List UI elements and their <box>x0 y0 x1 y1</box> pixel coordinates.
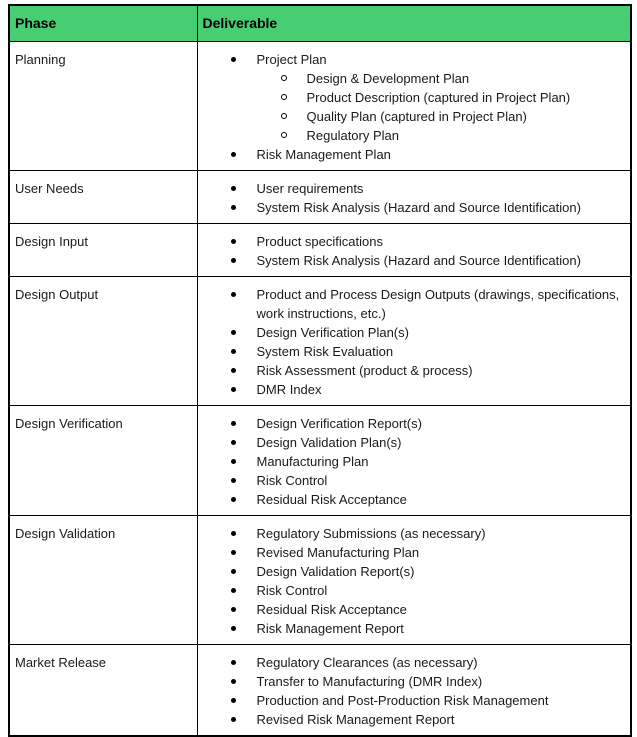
list-item <box>198 471 625 490</box>
deliverable-list <box>198 50 625 164</box>
filled-bullet-icon <box>231 258 236 263</box>
deliverable-cell <box>197 41 631 170</box>
hollow-bullet-icon <box>281 94 287 100</box>
list-item-text: Product specifications <box>256 233 383 249</box>
list-item <box>198 69 625 88</box>
list-item <box>198 179 625 198</box>
deliverable-cell <box>197 170 631 223</box>
deliverable-cell <box>197 405 631 515</box>
list-item-text: User requirements <box>256 180 364 196</box>
filled-bullet-icon <box>231 626 236 631</box>
filled-bullet-icon <box>231 679 236 684</box>
filled-bullet-icon <box>231 186 236 191</box>
list-item-text: Design Validation Plan(s) <box>256 434 402 450</box>
list-item-text: Regulatory Plan <box>306 127 399 143</box>
list-item <box>198 543 625 562</box>
list-item <box>198 50 625 69</box>
filled-bullet-icon <box>231 205 236 210</box>
list-item-text: Risk Management Report <box>256 620 404 636</box>
phase-cell: User Needs <box>9 170 197 223</box>
list-item <box>198 323 625 342</box>
table-row <box>9 276 631 405</box>
list-item-text: System Risk Analysis (Hazard and Source Identification) <box>256 252 581 268</box>
filled-bullet-icon <box>231 607 236 612</box>
deliverable-list <box>198 414 625 509</box>
list-item <box>198 414 625 433</box>
list-item <box>198 490 625 509</box>
filled-bullet-icon <box>231 239 236 244</box>
phase-cell: Design Validation <box>9 515 197 644</box>
list-item-text: System Risk Evaluation <box>256 343 394 359</box>
list-item <box>198 433 625 452</box>
filled-bullet-icon <box>231 440 236 445</box>
list-item <box>198 126 625 145</box>
list-item-text: Revised Risk Management Report <box>256 711 455 727</box>
list-item <box>198 672 625 691</box>
table-row <box>9 405 631 515</box>
list-item-text: System Risk Analysis (Hazard and Source Identification) <box>256 199 581 215</box>
filled-bullet-icon <box>231 550 236 555</box>
phase-cell: Market Release <box>9 644 197 736</box>
hollow-bullet-icon <box>281 75 287 81</box>
filled-bullet-icon <box>231 421 236 426</box>
list-item-text: DMR Index <box>256 381 322 397</box>
list-item <box>198 653 625 672</box>
list-item-text: Project Plan <box>256 51 327 67</box>
deliverable-cell <box>197 515 631 644</box>
header-phase: Phase <box>9 5 197 41</box>
table-row <box>9 41 631 170</box>
phase-cell: Design Output <box>9 276 197 405</box>
filled-bullet-icon <box>231 478 236 483</box>
list-item-text: Product Description (captured in Project Plan) <box>306 89 571 105</box>
phase-cell: Design Verification <box>9 405 197 515</box>
list-item <box>198 342 625 361</box>
filled-bullet-icon <box>231 588 236 593</box>
list-item-text: Residual Risk Acceptance <box>256 601 407 617</box>
deliverable-list <box>198 179 625 217</box>
list-item-text: Risk Control <box>256 472 328 488</box>
hollow-bullet-icon <box>281 113 287 119</box>
table-row <box>9 223 631 276</box>
list-item-text: Regulatory Clearances (as necessary) <box>256 654 478 670</box>
deliverable-list <box>198 285 625 399</box>
filled-bullet-icon <box>231 387 236 392</box>
deliverable-list <box>198 653 625 729</box>
list-item-text: Residual Risk Acceptance <box>256 491 407 507</box>
list-item-text: Product and Process Design Outputs (drawings, specifications, work instructions, etc.) <box>256 286 620 321</box>
phase-cell: Design Input <box>9 223 197 276</box>
list-item <box>198 251 625 270</box>
list-item-text: Design Verification Plan(s) <box>256 324 409 340</box>
table-body <box>9 41 631 736</box>
list-item-text: Quality Plan (captured in Project Plan) <box>306 108 527 124</box>
filled-bullet-icon <box>231 660 236 665</box>
filled-bullet-icon <box>231 152 236 157</box>
table-row <box>9 644 631 736</box>
list-item <box>198 232 625 251</box>
list-item <box>198 285 625 323</box>
list-item <box>198 524 625 543</box>
list-item-text: Manufacturing Plan <box>256 453 369 469</box>
phase-deliverable-table <box>8 4 632 737</box>
list-item <box>198 619 625 638</box>
list-item-text: Revised Manufacturing Plan <box>256 544 420 560</box>
table-row <box>9 170 631 223</box>
header-row <box>9 5 631 41</box>
list-item <box>198 361 625 380</box>
filled-bullet-icon <box>231 459 236 464</box>
list-item-text: Transfer to Manufacturing (DMR Index) <box>256 673 483 689</box>
filled-bullet-icon <box>231 698 236 703</box>
table-row <box>9 515 631 644</box>
deliverable-cell <box>197 276 631 405</box>
filled-bullet-icon <box>231 497 236 502</box>
list-item <box>198 562 625 581</box>
filled-bullet-icon <box>231 57 236 62</box>
list-item-text: Design Validation Report(s) <box>256 563 415 579</box>
list-item <box>198 88 625 107</box>
phase-cell: Planning <box>9 41 197 170</box>
list-item <box>198 198 625 217</box>
deliverable-cell <box>197 644 631 736</box>
filled-bullet-icon <box>231 292 236 297</box>
list-item-text: Risk Control <box>256 582 328 598</box>
filled-bullet-icon <box>231 717 236 722</box>
deliverable-list <box>198 232 625 270</box>
filled-bullet-icon <box>231 569 236 574</box>
list-item-text: Production and Post-Production Risk Management <box>256 692 549 708</box>
filled-bullet-icon <box>231 531 236 536</box>
deliverable-cell <box>197 223 631 276</box>
list-item-text: Regulatory Submissions (as necessary) <box>256 525 486 541</box>
header-deliverable: Deliverable <box>197 5 631 41</box>
list-item <box>198 145 625 164</box>
list-item <box>198 600 625 619</box>
list-item-text: Risk Assessment (product & process) <box>256 362 473 378</box>
list-item <box>198 107 625 126</box>
list-item-text: Risk Management Plan <box>256 146 391 162</box>
filled-bullet-icon <box>231 330 236 335</box>
list-item <box>198 581 625 600</box>
hollow-bullet-icon <box>281 132 287 138</box>
list-item <box>198 380 625 399</box>
list-item <box>198 452 625 471</box>
filled-bullet-icon <box>231 349 236 354</box>
list-item <box>198 691 625 710</box>
filled-bullet-icon <box>231 368 236 373</box>
list-item-text: Design Verification Report(s) <box>256 415 422 431</box>
list-item <box>198 710 625 729</box>
list-item-text: Design & Development Plan <box>306 70 470 86</box>
deliverable-list <box>198 524 625 638</box>
